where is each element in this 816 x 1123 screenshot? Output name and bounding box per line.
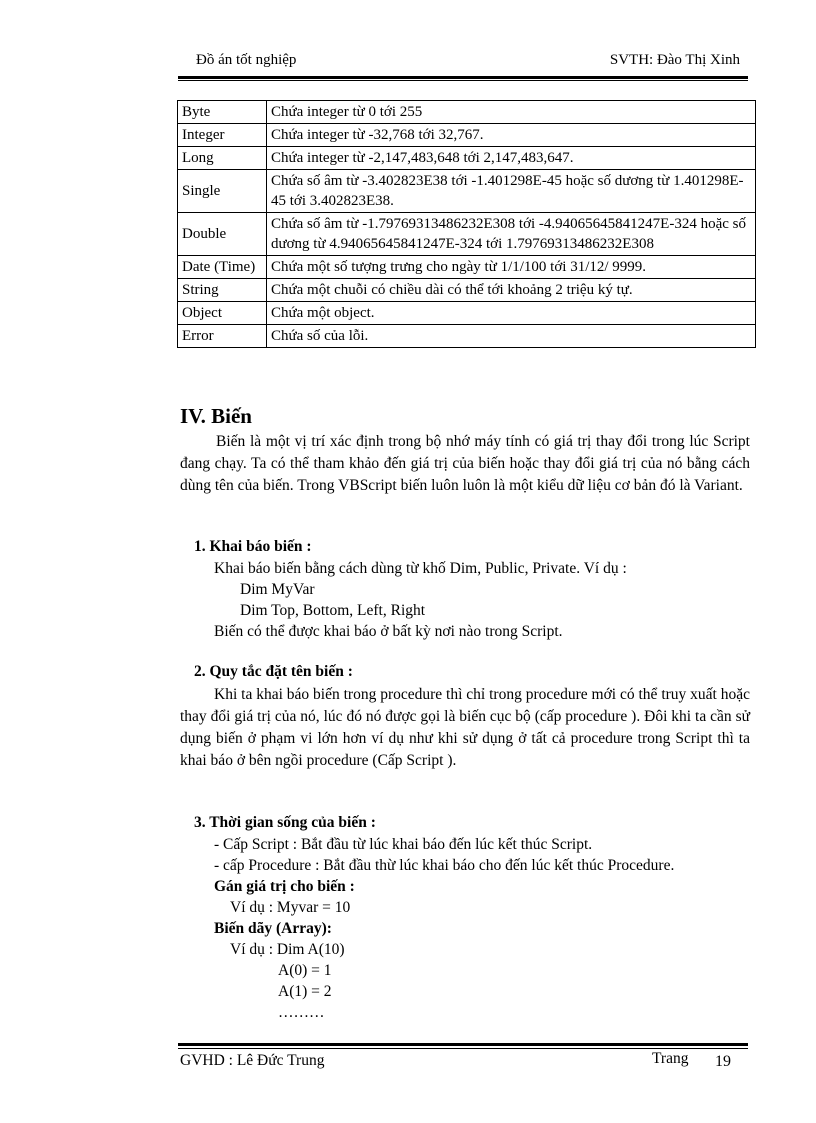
table-row — [178, 101, 756, 124]
subsection-1-title: 1. Khai báo biến : — [194, 538, 312, 555]
table-row — [178, 213, 756, 256]
table-row — [178, 124, 756, 147]
type-name-cell: Single — [178, 170, 267, 213]
header-rule — [178, 76, 748, 79]
table-row — [178, 279, 756, 302]
array-a1: A(1) = 2 — [278, 983, 332, 1000]
type-name-cell: Integer — [178, 124, 267, 147]
type-description-cell: Chứa integer từ -2,147,483,648 tới 2,147,483,647. — [267, 147, 756, 170]
table-row — [178, 325, 756, 348]
table-row — [178, 147, 756, 170]
footer-supervisor: GVHD : Lê Đức Trung — [180, 1052, 325, 1069]
type-name-cell: String — [178, 279, 267, 302]
s2-paragraph: Khi ta khai báo biến trong procedure thì chỉ trong procedure mới có thể truy xuất hoặc thay đổi giá trị của nó, lúc đó nó được gọi là biến cục bộ (cấp procedure ). Đôi khi ta cần sử dụng biến ở phạm vi lớn hơn ví dụ như khi sử dụng ở tất cả procedure trong Script thì ta khai báo ở bên ngồi procedure (Cấp Script ). — [180, 686, 750, 769]
section-intro: Biến là một vị trí xác định trong bộ nhớ máy tính có giá trị thay đổi trong lúc Script đang chạy. Ta có thể tham khảo đến giá trị của biến hoặc thay đổi giá trị của nó bằng cách dùng tên của biến. Trong VBScript biến luôn luôn là một kiểu dữ liệu cơ bản đó là Variant. — [180, 433, 750, 494]
subsection-3-title: 3. Thời gian sống của biến : — [194, 814, 376, 831]
array-ellipsis: ……… — [278, 1004, 325, 1021]
header-rule-thin — [178, 80, 748, 81]
table-row — [178, 302, 756, 325]
type-name-cell: Long — [178, 147, 267, 170]
s3-line1: - Cấp Script : Bắt đầu từ lúc khai báo đến lúc kết thúc Script. — [214, 836, 593, 853]
page-header — [196, 52, 746, 74]
page-number: 19 — [715, 1053, 731, 1070]
type-description-cell: Chứa integer từ -32,768 tới 32,767. — [267, 124, 756, 147]
subsection-2-title: 2. Quy tắc đặt tên biến : — [194, 663, 353, 680]
data-types-table — [177, 100, 756, 348]
s1-line2: Biến có thể được khai báo ở bất kỳ nơi nào trong Script. — [214, 623, 563, 640]
section-heading: IV. Biến — [180, 404, 252, 428]
header-title: Đồ án tốt nghiệp — [196, 52, 297, 68]
array-title: Biến dãy (Array): — [214, 920, 332, 937]
type-description-cell: Chứa số của lỗi. — [267, 325, 756, 348]
s1-code1: Dim MyVar — [240, 581, 315, 598]
type-name-cell: Error — [178, 325, 267, 348]
type-name-cell: Byte — [178, 101, 267, 124]
footer-rule — [178, 1043, 748, 1046]
s1-code2: Dim Top, Bottom, Left, Right — [240, 602, 426, 619]
type-description-cell: Chứa một chuỗi có chiều dài có thể tới khoảng 2 triệu ký tự. — [267, 279, 756, 302]
assign-example: Ví dụ : Myvar = 10 — [230, 899, 351, 916]
type-name-cell: Date (Time) — [178, 256, 267, 279]
footer-page-label: Trang — [652, 1050, 689, 1067]
type-description-cell: Chứa một object. — [267, 302, 756, 325]
array-example: Ví dụ : Dim A(10) — [230, 941, 345, 958]
assign-title: Gán giá trị cho biến : — [214, 878, 355, 895]
type-name-cell: Object — [178, 302, 267, 325]
footer-rule-thin — [178, 1048, 748, 1049]
s3-line2: - cấp Procedure : Bắt đầu thừ lúc khai báo cho đến lúc kết thúc Procedure. — [214, 857, 675, 874]
type-description-cell: Chứa số âm từ -3.402823E38 tới -1.401298E-45 hoặc số dương từ 1.401298E-45 tới 3.402823E38. — [267, 170, 756, 213]
array-a0: A(0) = 1 — [278, 962, 332, 979]
s1-line1: Khai báo biến bằng cách dùng từ khố Dim, Public, Private. Ví dụ : — [214, 560, 627, 577]
table-row — [178, 170, 756, 213]
type-description-cell: Chứa số âm từ -1.79769313486232E308 tới -4.94065645841247E-324 hoặc số dương từ 4.94065645841247E-324 tới 1.79769313486232E308 — [267, 213, 756, 256]
type-description-cell: Chứa một số tượng trưng cho ngày từ 1/1/100 tới 31/12/ 9999. — [267, 256, 756, 279]
type-description-cell: Chứa integer từ 0 tới 255 — [267, 101, 756, 124]
type-name-cell: Double — [178, 213, 267, 256]
table-row — [178, 256, 756, 279]
header-author: SVTH: Đào Thị Xinh — [609, 52, 740, 68]
